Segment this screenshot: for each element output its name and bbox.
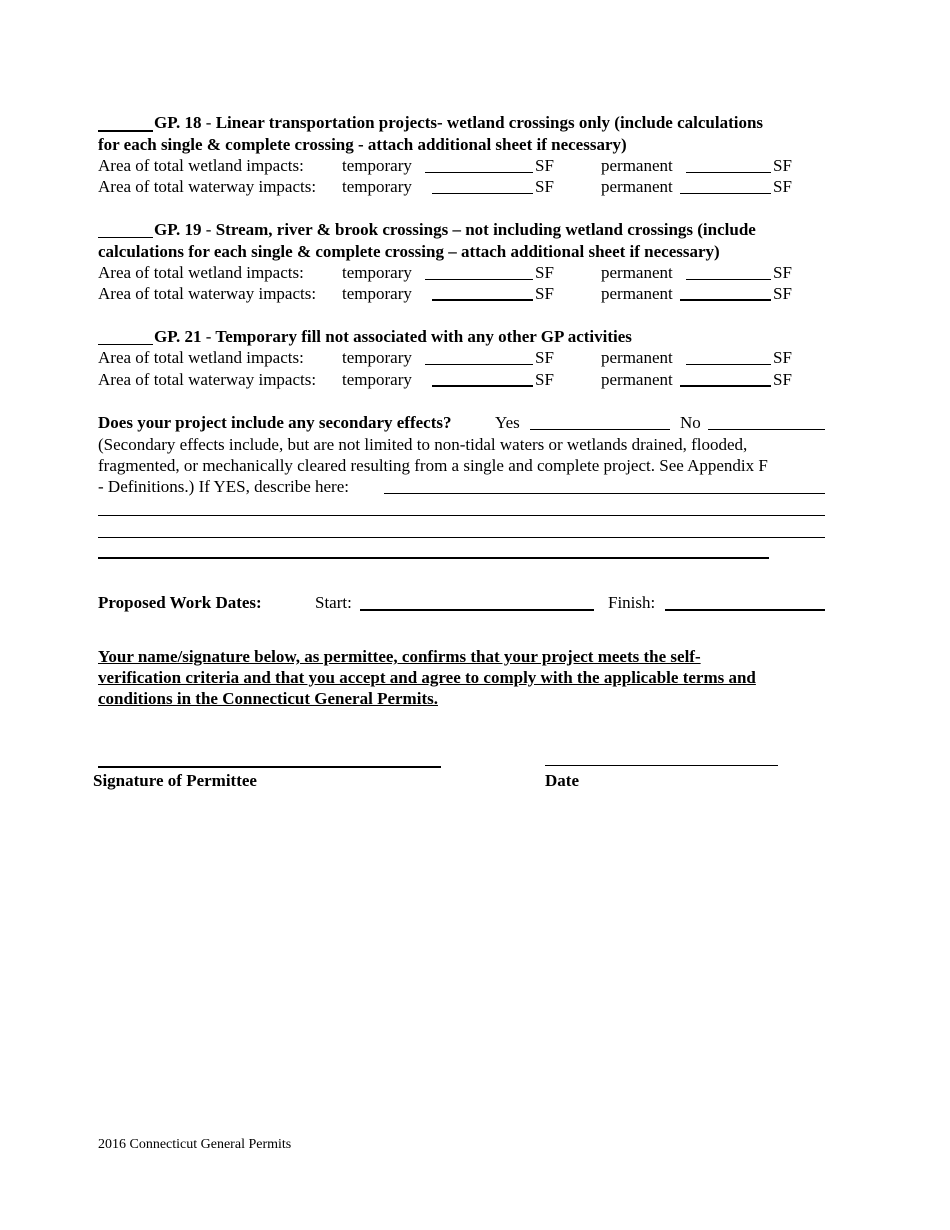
gp18-wetland-temporary-unit: SF <box>535 156 554 175</box>
secondary-describe-line-4[interactable] <box>98 557 769 559</box>
gp18-waterway-permanent-unit: SF <box>773 177 792 196</box>
gp21-wetland-temporary-unit: SF <box>535 348 554 367</box>
gp18-waterway-temporary-unit: SF <box>535 177 554 196</box>
gp21-waterway-temporary-unit: SF <box>535 370 554 389</box>
gp18-waterway-label: Area of total waterway impacts: <box>98 177 317 196</box>
gp21-waterway-permanent-label: permanent <box>601 370 673 389</box>
signature-label: Signature of Permittee <box>93 771 257 790</box>
statement-line3: conditions in the Connecticut General Permits. <box>98 689 438 708</box>
gp19-heading-line1 <box>154 219 756 240</box>
gp19-wetland-permanent-field[interactable] <box>686 279 771 280</box>
secondary-yes-field[interactable] <box>530 429 670 430</box>
gp19-code: GP. 19 <box>154 220 202 239</box>
secondary-no-field[interactable] <box>708 429 825 430</box>
date-field[interactable] <box>545 765 778 766</box>
gp18-dash: - <box>205 113 212 132</box>
gp18-waterway-permanent-label: permanent <box>601 177 673 196</box>
gp18-waterway-temporary-label: temporary <box>342 177 412 196</box>
gp18-wetland-label: Area of total wetland impacts: <box>98 156 304 175</box>
secondary-note-line3: - Definitions.) If YES, describe here: <box>98 477 349 496</box>
gp19-waterway-row <box>0 283 950 304</box>
gp19-title-line2: calculations for each single & complete crossing – attach additional sheet if necessary) <box>98 242 720 261</box>
gp19-waterway-permanent-field[interactable] <box>680 299 771 301</box>
gp21-waterway-permanent-field[interactable] <box>680 385 771 387</box>
gp21-title-line1: Temporary fill not associated with any other GP activities <box>215 327 632 346</box>
finish-date-label: Finish: <box>608 593 656 612</box>
gp21-waterway-temporary-label: temporary <box>342 370 412 389</box>
work-dates-row <box>0 592 950 613</box>
gp21-waterway-row <box>0 369 950 390</box>
gp19-dash: - <box>205 220 212 239</box>
gp18-check-blank[interactable] <box>98 130 153 132</box>
secondary-describe-field[interactable] <box>384 493 825 494</box>
start-date-label: Start: <box>315 593 352 612</box>
gp21-waterway-temporary-field[interactable] <box>432 385 533 387</box>
gp19-wetland-temporary-field[interactable] <box>425 279 533 280</box>
gp21-wetland-permanent-unit: SF <box>773 348 792 367</box>
secondary-describe-line-2[interactable] <box>98 515 825 516</box>
gp21-wetland-label: Area of total wetland impacts: <box>98 348 304 367</box>
gp21-wetland-temporary-field[interactable] <box>425 364 533 365</box>
gp19-wetland-temporary-label: temporary <box>342 263 412 282</box>
page-footer: 2016 Connecticut General Permits <box>98 1137 292 1152</box>
gp18-wetland-permanent-label: permanent <box>601 156 673 175</box>
start-date-field[interactable] <box>360 609 594 611</box>
secondary-no-label: No <box>680 413 701 432</box>
gp21-check-blank[interactable] <box>98 344 153 345</box>
gp21-dash: - <box>205 327 212 346</box>
gp19-waterway-temporary-unit: SF <box>535 284 554 303</box>
gp21-code: GP. 21 <box>154 327 202 346</box>
gp19-check-blank[interactable] <box>98 237 153 238</box>
secondary-question: Does your project include any secondary effects? <box>98 413 452 432</box>
gp18-title-line1: Linear transportation projects- wetland crossings only (include calculations <box>215 113 764 132</box>
signature-field[interactable] <box>98 766 441 768</box>
gp18-wetland-row <box>0 155 950 176</box>
gp19-waterway-temporary-label: temporary <box>342 284 412 303</box>
gp18-title-line2: for each single & complete crossing - attach additional sheet if necessary) <box>98 135 627 154</box>
gp18-waterway-permanent-field[interactable] <box>680 193 771 194</box>
gp18-wetland-temporary-field[interactable] <box>425 172 533 173</box>
secondary-note-line1: (Secondary effects include, but are not limited to non-tidal waters or wetlands drained, flooded, <box>98 435 748 454</box>
gp21-wetland-permanent-field[interactable] <box>686 364 771 365</box>
secondary-describe-line-3[interactable] <box>98 537 825 538</box>
secondary-note-line2: fragmented, or mechanically cleared resulting from a single and complete project. See Appendix F <box>98 456 768 475</box>
finish-date-field[interactable] <box>665 609 825 611</box>
gp18-heading-line1 <box>154 112 763 133</box>
gp21-wetland-temporary-label: temporary <box>342 348 412 367</box>
gp21-waterway-permanent-unit: SF <box>773 370 792 389</box>
gp18-waterway-row <box>0 176 950 197</box>
gp21-wetland-row <box>0 347 950 368</box>
statement-line2: verification criteria and that you accept and agree to comply with the applicable terms and <box>98 668 756 687</box>
statement-line1: Your name/signature below, as permittee, confirms that your project meets the self- <box>98 647 701 666</box>
secondary-question-row <box>0 412 950 433</box>
gp18-wetland-permanent-unit: SF <box>773 156 792 175</box>
gp21-heading-line1 <box>154 326 632 347</box>
date-label: Date <box>545 771 579 790</box>
gp18-wetland-permanent-field[interactable] <box>686 172 771 173</box>
gp19-waterway-temporary-field[interactable] <box>432 299 533 301</box>
gp19-wetland-permanent-label: permanent <box>601 263 673 282</box>
gp19-wetland-row <box>0 262 950 283</box>
gp19-waterway-permanent-label: permanent <box>601 284 673 303</box>
gp18-waterway-temporary-field[interactable] <box>432 193 533 194</box>
gp19-wetland-label: Area of total wetland impacts: <box>98 263 304 282</box>
gp19-waterway-permanent-unit: SF <box>773 284 792 303</box>
gp18-wetland-temporary-label: temporary <box>342 156 412 175</box>
gp19-waterway-label: Area of total waterway impacts: <box>98 284 317 303</box>
gp19-title-line1: Stream, river & brook crossings – not including wetland crossings (include <box>215 220 756 239</box>
secondary-yes-label: Yes <box>495 413 520 432</box>
gp18-code: GP. 18 <box>154 113 202 132</box>
gp19-wetland-temporary-unit: SF <box>535 263 554 282</box>
gp21-waterway-label: Area of total waterway impacts: <box>98 370 317 389</box>
work-dates-label: Proposed Work Dates: <box>98 593 262 612</box>
gp21-wetland-permanent-label: permanent <box>601 348 673 367</box>
gp19-wetland-permanent-unit: SF <box>773 263 792 282</box>
